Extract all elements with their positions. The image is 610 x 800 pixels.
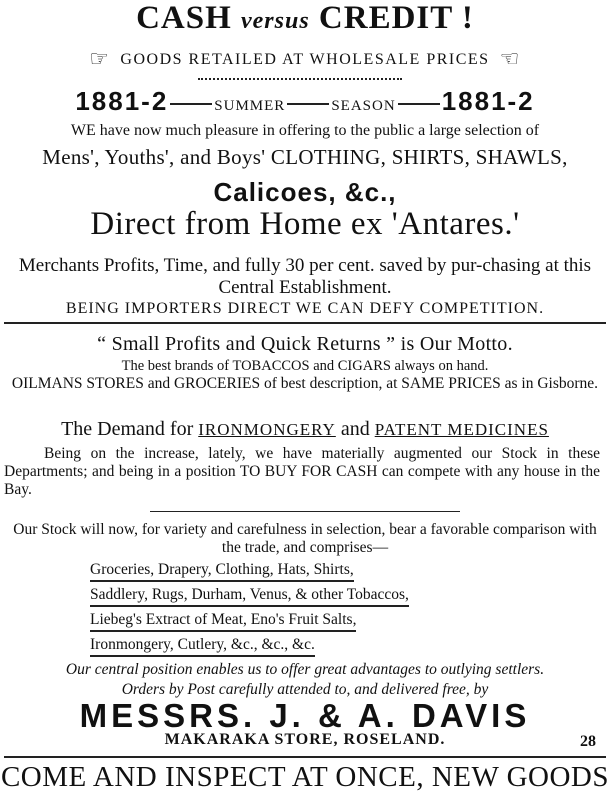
goods-line bbox=[0, 49, 610, 71]
orders-text: Orders by Post carefully attended to, and delivered free, by bbox=[121, 681, 489, 698]
dash-divider bbox=[170, 103, 212, 105]
year-right: 1881-2 bbox=[441, 86, 535, 116]
summer-label: SUMMER bbox=[214, 98, 286, 114]
headline-cash: CASH bbox=[136, 0, 232, 36]
list-item: Groceries, Drapery, Clothing, Hats, Shirts, bbox=[90, 561, 354, 582]
season-line bbox=[0, 86, 610, 117]
tobaccos-text: The best brands of TOBACCOS and CIGARS always on hand. bbox=[121, 358, 489, 374]
horizontal-rule bbox=[4, 756, 606, 758]
store-address: MAKARAKA STORE, ROSELAND. bbox=[164, 731, 446, 748]
central-position-text: Our central position enables us to offer great advantages to outlying settlers. bbox=[65, 661, 545, 678]
headline-versus: versus bbox=[241, 8, 310, 34]
clothing-text: Mens', Youths', and Boys' CLOTHING, SHIRTS, SHAWLS, bbox=[42, 145, 568, 169]
demand-prefix: The Demand for bbox=[61, 418, 194, 440]
list-item: Saddlery, Rugs, Durham, Venus, & other Tobaccos, bbox=[90, 586, 409, 607]
demand-and: and bbox=[340, 418, 370, 440]
intro-text: WE have now much pleasure in offering to the public a large selection of bbox=[70, 122, 540, 139]
headline-credit: CREDIT ! bbox=[318, 0, 474, 36]
medicines-label: PATENT MEDICINES bbox=[374, 420, 549, 439]
pointing-hand-left-icon: ☜ bbox=[499, 47, 521, 72]
motto-text: “ Small Profits and Quick Returns ” is Our Motto. bbox=[97, 333, 513, 355]
demand-line bbox=[0, 418, 610, 441]
goods-text: GOODS RETAILED AT WHOLESALE PRICES bbox=[120, 51, 490, 68]
horizontal-rule bbox=[4, 322, 606, 324]
oilmans-text: OILMANS STORES and GROCERIES of best description, at SAME PRICES as in Gisborne. bbox=[11, 375, 599, 392]
pointing-hand-right-icon: ☞ bbox=[89, 47, 111, 72]
season-label: SEASON bbox=[331, 98, 396, 114]
year-left: 1881-2 bbox=[75, 86, 169, 116]
merchants-profits-text: Merchants Profits, Time, and fully 30 per cent. saved by pur-chasing at this Central Establishment. bbox=[18, 255, 592, 298]
dash-divider bbox=[398, 103, 440, 105]
dotted-divider bbox=[198, 78, 402, 80]
ad-number: 28 bbox=[580, 733, 596, 750]
merchant-name: MESSRS. J. & A. DAVIS bbox=[79, 697, 531, 734]
come-inspect-text: COME AND INSPECT AT ONCE, NEW GOODS bbox=[0, 761, 610, 793]
list-item: Ironmongery, Cutlery, &c., &c., &c. bbox=[90, 636, 315, 657]
dash-divider bbox=[287, 103, 329, 105]
calicoes-text: Calicoes, &c., bbox=[213, 177, 397, 207]
increase-paragraph: Being on the increase, lately, we have materially augmented our Stock in these Departments; and being in a position TO BUY FOR CASH can compete with any house in the Bay. bbox=[4, 445, 600, 498]
direct-from-home: Direct from Home ex 'Antares.' bbox=[90, 206, 520, 242]
ironmongery-label: IRONMONGERY bbox=[198, 420, 336, 439]
stock-paragraph: Our Stock will now, for variety and carefulness in selection, bear a favorable comparison with the trade, and comprises— bbox=[13, 521, 597, 556]
importers-text: BEING IMPORTERS DIRECT WE CAN DEFY COMPETITION. bbox=[65, 300, 545, 317]
short-rule bbox=[150, 511, 460, 512]
list-item: Liebeg's Extract of Meat, Eno's Fruit Salts, bbox=[90, 611, 356, 632]
headline bbox=[0, 0, 610, 37]
